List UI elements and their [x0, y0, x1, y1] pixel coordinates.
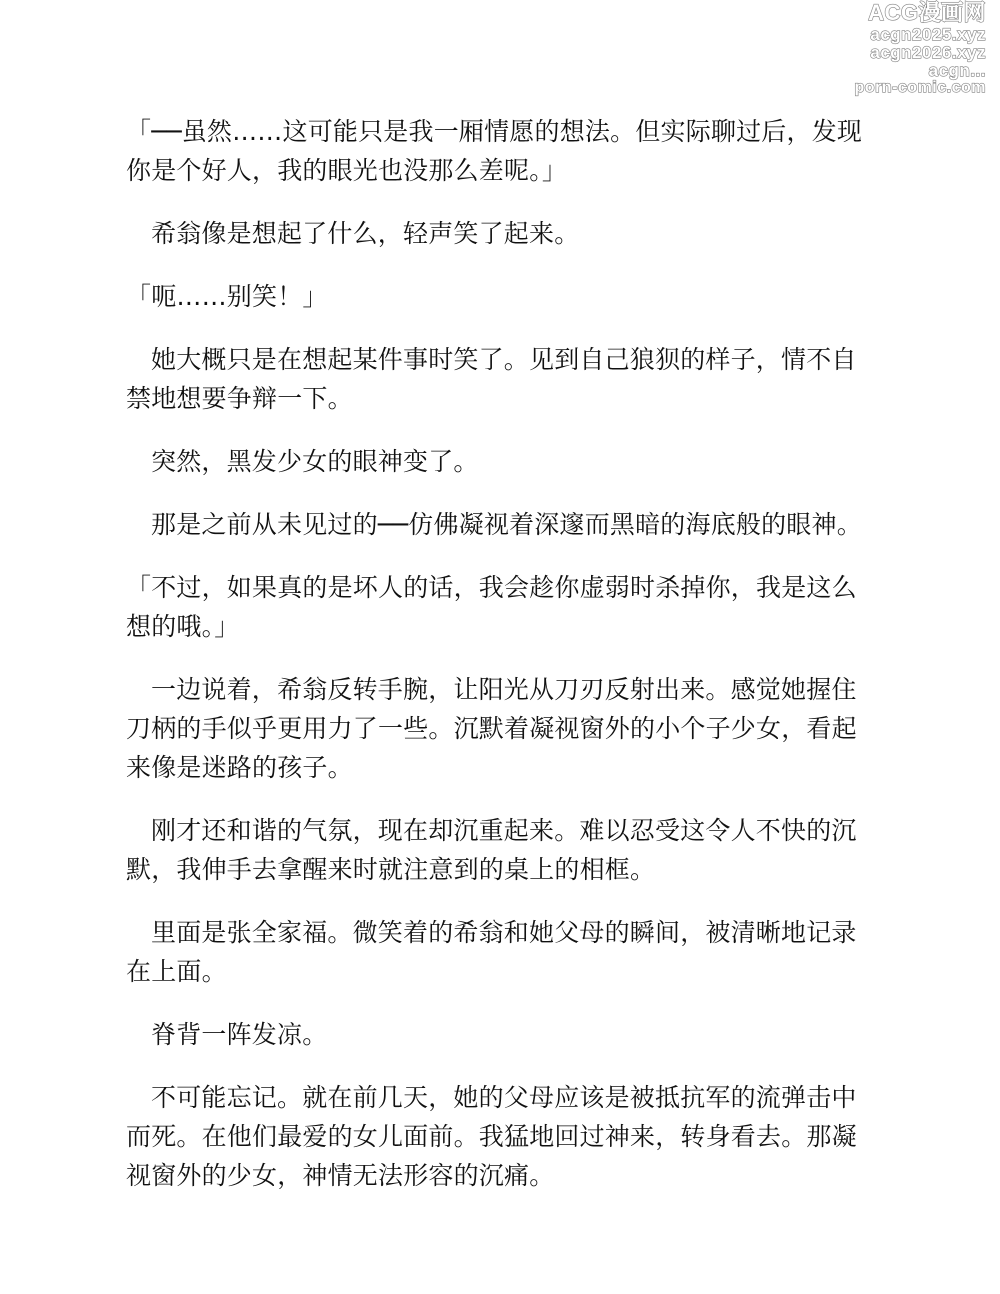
watermark-line: acgn2026.xyz — [870, 43, 986, 62]
watermark-line: acgn2025.xyz — [870, 25, 986, 44]
watermark-line: acgn... — [928, 61, 986, 80]
narration-paragraph: 里面是张全家福。微笑着的希翁和她父母的瞬间，被清晰地记录在上面。 — [126, 918, 857, 986]
dialogue-paragraph: 「──虽然……这可能只是我一厢情愿的想法。但实际聊过后，发现你是个好人，我的眼光也没那么差呢。」 — [126, 117, 863, 185]
narration-paragraph: 她大概只是在想起某件事时笑了。见到自己狼狈的样子，情不自禁地想要争辩一下。 — [126, 345, 857, 413]
narration-paragraph: 不可能忘记。就在前几天，她的父母应该是被抵抗军的流弹击中而死。在他们最爱的女儿面前。我猛地回过神来，转身看去。那凝视窗外的少女，神情无法形容的沉痛。 — [126, 1083, 857, 1190]
dialogue-paragraph: 「不过，如果真的是坏人的话，我会趁你虚弱时杀掉你，我是这么想的哦。」 — [126, 573, 857, 641]
site-watermark — [836, 2, 986, 96]
novel-page-body — [126, 112, 866, 1219]
watermark-line: ACG漫画网 — [868, 0, 986, 25]
narration-paragraph: 突然，黑发少女的眼神变了。 — [151, 447, 479, 476]
narration-paragraph: 脊背一阵发凉。 — [151, 1020, 328, 1049]
dialogue-paragraph: 「呃……别笑！」 — [126, 282, 328, 311]
watermark-line: porn-comic.com — [854, 79, 986, 96]
narration-paragraph: 刚才还和谐的气氛，现在却沉重起来。难以忍受这令人不快的沉默，我伸手去拿醒来时就注意到的桌上的相框。 — [126, 816, 857, 884]
narration-paragraph: 希翁像是想起了什么，轻声笑了起来。 — [151, 219, 580, 248]
narration-paragraph: 一边说着，希翁反转手腕，让阳光从刀刃反射出来。感觉她握住刀柄的手似乎更用力了一些。沉默着凝视窗外的小个子少女，看起来像是迷路的孩子。 — [126, 675, 857, 782]
narration-paragraph: 那是之前从未见过的──仿佛凝视着深邃而黑暗的海底般的眼神。 — [151, 510, 862, 539]
